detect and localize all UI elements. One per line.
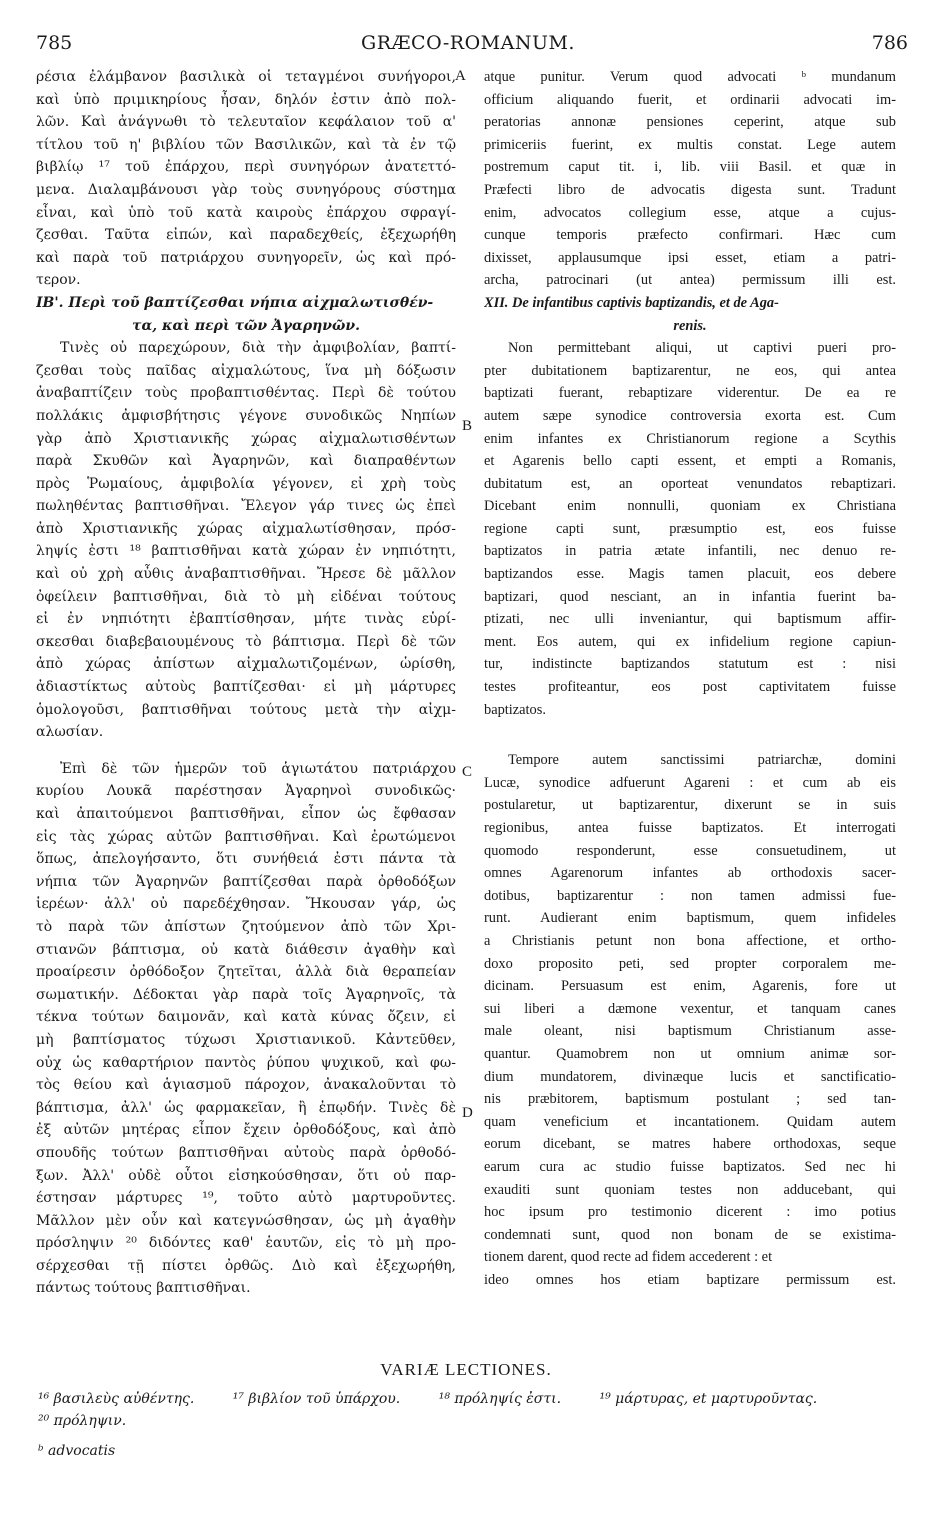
latin-line: male oleant, nisi baptismum Christianum asse- — [484, 1023, 896, 1040]
greek-line: οὐχ ὡς καθαρτήριον παντὸς ῥύπου ψυχικοῦ, καὶ φω- — [36, 1054, 456, 1071]
latin-line: postularetur, ut baptizarentur, dixerunt se in suis — [484, 797, 896, 814]
latin-line: enim, advocatos collegium esse, atque a cujus- — [484, 204, 896, 221]
latin-line: officium aliquando fuerit, et ordinarii advocati im- — [484, 91, 896, 108]
latin-line: ideo omnes hos etiam baptizare permissum est. — [484, 1271, 896, 1288]
latin-line: renis. — [673, 317, 707, 334]
greek-line: ἀδιαστίκτως αὐτοὺς βαπτίζεσθαι· εἰ μὴ μάρτυρες — [36, 679, 456, 696]
latin-line: dubitatum est, an oporteat venundatos rebaptizari. — [484, 475, 896, 492]
latin-line: dium mundatorem, divinæque lucis et sanctificatio- — [484, 1068, 896, 1085]
greek-line: πωληθέντας βαπτισθῆναι. Ἔλεγον γάρ τινες ὡς ἐπεὶ — [36, 498, 456, 515]
greek-line: καὶ ὑπὸ πριμικηρίους ἦσαν, δηλόν ἐστιν ἀπὸ πολ- — [36, 91, 456, 108]
latin-line: baptizatos in patria ætate infantili, nec denuo re- — [484, 543, 896, 560]
greek-column — [36, 66, 456, 1300]
latin-line: primiceriis fuerint, ex multis constat. Lege autem — [484, 136, 896, 153]
variant-notes — [38, 1388, 898, 1462]
latin-line: tionem darent, quod recte ad fidem accederent : et — [484, 1249, 773, 1266]
note-16: ¹⁶ βασιλεὺς αὐθέντης. — [38, 1391, 195, 1407]
note-b: ᵇ advocatis — [38, 1443, 116, 1459]
note-18: ¹⁸ πρόληψίς ἐστι. — [438, 1391, 562, 1407]
latin-line: baptizari, quod nesciant, an in infantia fuerint ba- — [484, 588, 896, 605]
latin-line: baptizandos esse. Magis tamen placuit, eos debere — [484, 566, 896, 583]
latin-line: baptizatos. — [484, 701, 546, 718]
greek-line: καὶ οὐ χρὴ αὖθις ἀναβαπτισθῆναι. Ἤρεσε δὲ μᾶλλον — [36, 566, 456, 583]
latin-line: omnes Agarenorum infantes ab orthodoxis sacer- — [484, 865, 896, 882]
latin-line — [484, 721, 896, 735]
greek-line: πρὸς Ῥωμαίους, ἀμφιβολία γέγονεν, εἰ χρὴ τοὺς — [36, 475, 456, 492]
latin-line: exauditi sunt quoniam testes non adducebant, qui — [484, 1181, 896, 1198]
greek-line: τίτλου τοῦ η' βιβλίου τῶν Βασιλικῶν, καὶ τὰ ἐν τῷ — [36, 136, 456, 153]
note-line-1 — [38, 1388, 898, 1410]
note-19: ¹⁹ μάρτυρας, et μαρτυροῦντας. — [599, 1391, 818, 1407]
greek-line: μενα. Διαλαμβάνουσι γὰρ τοὺς συνηγόρους σύστημα — [36, 181, 456, 198]
page-number-right: 786 — [871, 32, 908, 54]
latin-line: postremum caput tit. i, lib. viii Basil. et quæ in — [484, 159, 896, 176]
greek-line: γὰρ ἀπὸ Χριστιανικῆς χώρας αἰχμαλωτισθέντων — [36, 430, 456, 447]
greek-line: ληψίς ἐστι ¹⁸ βαπτισθῆναι κατὰ χώραν ἐν νηπιότητι, — [36, 543, 456, 560]
margin-marker-b: B — [462, 418, 473, 434]
latin-line: quomodo responderunt, esse consuetudinem, ut — [484, 842, 896, 859]
greek-line: Ἐπὶ δὲ τῶν ἡμερῶν τοῦ ἁγιωτάτου πατριάρχου — [60, 760, 456, 777]
variae-lectiones-title: VARIÆ LECTIONES. — [380, 1360, 552, 1379]
greek-line: Μᾶλλον μὲν οὖν καὶ κατεγνώσθησαν, ὡς μὴ ἀγαθὴν — [36, 1212, 456, 1229]
note-17: ¹⁷ βιβλίον τοῦ ὑπάρχου. — [232, 1391, 401, 1407]
greek-line: ἱερέων· ἀλλ' οὐ παρεδέχθησαν. Ἤκουσαν γάρ, ὡς — [36, 896, 456, 913]
latin-line: baptizati fuerant, rebaptizare viderentur. De ea re — [484, 385, 896, 402]
latin-line: earum cura ac studio fuisse baptizatos. Sed nec hi — [484, 1158, 896, 1175]
latin-line: quam veneficium et incantationem. Quidam autem — [484, 1113, 896, 1130]
greek-line: σκεσθαι διαβεβαιουμένους τὸ βάπτισμα. Περὶ δὲ τῶν — [36, 633, 456, 650]
note-line-2 — [38, 1410, 898, 1432]
latin-line: Præfecti libro de advocatis digesta sunt. Tradunt — [484, 181, 896, 198]
greek-line — [36, 744, 456, 758]
greek-line: εἶναι, καὶ ὑπὸ τοῦ κατὰ καιροὺς ἐπάρχου σφραγί- — [36, 204, 456, 221]
greek-line: εἰ ἐν νηπιότητι ἐβαπτίσθησαν, μήτε τινὰς εὑρί- — [36, 611, 456, 628]
latin-line: autem sæpe synodice controversia exorta est. Cum — [484, 407, 896, 424]
latin-line: eorum dicebant, se matres habere orthodoxas, seque — [484, 1136, 896, 1153]
latin-line: et Agarenis bello capti essent, et empti a Romanis, — [484, 453, 896, 470]
greek-line: πρόσληψιν ²⁰ διδόντες καθ' ἑαυτῶν, εἰς τὸ μὴ προ- — [36, 1235, 456, 1252]
latin-line: ptizati, nec ulli inveniantur, qui baptismum affir- — [484, 611, 896, 628]
running-title: GRÆCO-ROMANUM. — [361, 32, 575, 54]
greek-line: πάντως τούτους βαπτισθῆναι. — [36, 1280, 251, 1297]
greek-line: ζεσθαι τοὺς παῖδας αἰχμαλώτους, ἵνα μὴ δόξωσιν — [36, 362, 456, 379]
latin-line: dixisset, applausumque ipsi esset, etiam a patri- — [484, 249, 896, 266]
latin-line: archa, patrocinari (ut antea) permissum illi est. — [484, 272, 896, 289]
note-20: ²⁰ πρόληψιν. — [38, 1413, 127, 1429]
greek-line: πολλάκις ἀμφισβήτησις γέγονε συνοδικῶς Νηπίων — [36, 407, 456, 424]
running-header — [28, 32, 908, 58]
greek-line: ὁμολογοῦσι, βαπτισθῆναι τούτους μετὰ τὴν αἰχμ- — [36, 701, 456, 718]
greek-line: ξων. Ἀλλ' οὐδὲ οὗτοι εἰσηκούσθησαν, ὅτι οὐ παρ- — [36, 1167, 456, 1184]
greek-line: καὶ παρὰ τοῦ πατριάρχου συνηγορεῖν, ὡς καὶ πρό- — [36, 249, 456, 266]
greek-line: ἀπὸ Χριστιανικῆς χώρας αἰχμαλωτίσθησαν, πρόσ- — [36, 520, 456, 537]
latin-line: cunque temporis præfecto confirmari. Hæc cum — [484, 227, 896, 244]
latin-line: nis præbitorem, baptismum postulant ; sed tan- — [484, 1091, 896, 1108]
greek-line: μὴ βαπτίσματος τύχωσι Χριστιανικοῦ. Κἀντεῦθεν, — [36, 1031, 456, 1048]
greek-line: βιβλίῳ ¹⁷ τοῦ ἐπάρχου, περὶ συνηγόρων ἀνατεττό- — [36, 159, 456, 176]
greek-line: ὅπως, ἀπελογήσαντο, ὅτι συνήθειά ἐστι πάντα τὰ — [36, 851, 456, 868]
latin-line: enim infantes ex Christianorum regione a Scythis — [484, 430, 896, 447]
greek-line: σέρχεσθαι τῇ πίστει ὀρθῶς. Διὸ καὶ ἐξεχωρήθη, — [36, 1257, 456, 1274]
latin-line: Lucæ, synodice adfuerunt Agareni : et cum ab eis — [484, 774, 896, 791]
greek-line: εἰς τὰς χώρας αὐτῶν βαπτισθῆναι. Καὶ ἐρωτώμενοι — [36, 828, 456, 845]
greek-line: νήπια τῶν Ἀγαρηνῶν βαπτίζεσθαι παρὰ ὀρθοδόξων — [36, 873, 456, 890]
margin-marker-c: C — [462, 764, 473, 780]
greek-line: ὀφείλειν βαπτισθῆναι, διὰ τὸ μὴ εἰδέναι τούτους — [36, 588, 456, 605]
greek-line: ρέσια ἐλάμβανον βασιλικὰ οἱ τεταγμένοι συνήγοροι, — [36, 69, 456, 85]
greek-line: σπουδῆς τούτων βαπτισθῆναι αὐτοὺς παρὰ ὀρθοδό- — [36, 1144, 456, 1161]
margin-marker-a: A — [455, 68, 466, 84]
greek-line: αλωσίαν. — [36, 724, 104, 741]
greek-line: τὸς θείου καὶ ἁγιασμοῦ πάροχον, ἀνακαλοῦνται τὸ — [36, 1077, 456, 1094]
latin-line: peratorias annonæ pensiones ceperint, atque sub — [484, 114, 896, 131]
latin-line: atque punitur. Verum quod advocati ᵇ mundanum — [484, 69, 896, 85]
page-number-left: 785 — [36, 32, 73, 54]
latin-line: Tempore autem sanctissimi patriarchæ, domini — [508, 752, 896, 769]
greek-line: ἀπὸ χώρας ἀπίστων αἰχμαλωτιζομένων, ὡρίσθη, — [36, 656, 456, 673]
greek-line: τὸ παρὰ τῶν ἀπίστων ζητούμενον ἀπὸ τῶν Χρι- — [36, 918, 456, 935]
latin-line: hoc ipsum pro testimonio dicerent : imo potius — [484, 1204, 896, 1221]
latin-line: ment. Eos autem, qui ex infidelium regione capiun- — [484, 633, 896, 650]
latin-line — [484, 735, 896, 749]
latin-line: condemnati sunt, quod non bonam de se existima- — [484, 1226, 896, 1243]
latin-line: XII. De infantibus captivis baptizandis, et de Aga- — [484, 294, 779, 311]
latin-line: quantur. Quamobrem non ut omnium animæ sor- — [484, 1045, 896, 1062]
latin-line: regione capti sunt, præsumptio est, eos fuisse — [484, 520, 896, 537]
latin-line: runt. Audierant enim baptismum, quem infideles — [484, 910, 896, 927]
greek-line: τερον. — [36, 272, 81, 289]
latin-line: regionibus, antea fuisse baptizatos. Et interrogati — [484, 820, 896, 836]
greek-line: ἀναβαπτίζειν τοὺς προβαπτισθέντας. Περὶ δὲ τούτου — [36, 385, 456, 402]
latin-line: Dicebant enim nonnulli, quoniam ex Christiana — [484, 498, 896, 515]
greek-line: Τινὲς οὐ παρεχώρουν, διὰ τὴν ἀμφιβολίαν, βαπτί- — [60, 340, 456, 357]
greek-line: καὶ ἀπαιτούμενοι βαπτισθῆναι, εἶπον ὡς ἔφθασαν — [36, 806, 456, 822]
greek-line: σωματικήν. Δέδοκται γὰρ παρὰ τοῖς Ἀγαρηνοῖς, τὰ — [36, 986, 456, 1003]
greek-line: έστησαν μάρτυρες ¹⁹, τοῦτο αὐτὸ μαρτυροῦντες. — [36, 1190, 456, 1207]
latin-column — [484, 66, 896, 1291]
greek-line: ΙΒ'. Περὶ τοῦ βαπτίζεσθαι νήπια αἰχμαλωτισθέν- — [36, 294, 434, 311]
latin-line: testes profiteantur, eos post captivitatem fuisse — [484, 679, 896, 696]
greek-line: παρὰ Σκυθῶν καὶ Ἀγαρηνῶν, καὶ διαπραθέντων — [36, 453, 456, 470]
latin-line: dicinam. Persuasum est enim, Agarenis, fore ut — [484, 978, 896, 995]
greek-line: βάπτισμα, ἀλλ' ὡς φαρμακεῖαν, ἢ ἐπῳδήν. Τινὲς δὲ — [36, 1099, 456, 1116]
greek-line: στιανῶν βάπτισμα, οὐ κατὰ διάθεσιν ἀγαθὴν καὶ — [36, 941, 456, 958]
greek-line: λῶν. Καὶ ἀνάγνωθι τὸ τελευταῖον κεφάλαιον τοῦ α' — [36, 114, 456, 131]
latin-line: doxo proposito peti, sed propter corporalem me- — [484, 955, 896, 972]
greek-line: κυρίου Λουκᾶ παρέστησαν Ἀγαρηνοὶ συνοδικῶς· — [36, 783, 456, 800]
margin-marker-d: D — [462, 1105, 473, 1121]
greek-line: προαίρεσιν ὀρθόδοξον ζητεῖται, ἀλλὰ διὰ θεραπείαν — [36, 964, 456, 981]
latin-line: sui liberi a dæmone vexentur, et tanquam canes — [484, 1000, 896, 1017]
greek-line: ζεσθαι. Ταῦτα εἰπών, καὶ παραδεχθείς, ἐξεχωρήθη — [36, 227, 456, 244]
latin-line: pter dubitationem baptizarentur, ne eos, qui antea — [484, 362, 896, 379]
latin-line: dotibus, baptizarentur : non tamen admissi fue- — [484, 887, 896, 904]
latin-line: a Christianis petunt non bona affectione, et ortho- — [484, 932, 896, 949]
greek-line: ἐξ αὐτῶν μητέρας εἶπον ἔχειν ὀρθοδόξους, καὶ ἀπὸ — [36, 1122, 456, 1139]
note-line-3 — [38, 1440, 898, 1462]
greek-line: τα, καὶ περὶ τῶν Ἀγαρηνῶν. — [132, 317, 360, 334]
greek-line: τέκνα τούτων δαιμονᾶν, καὶ κατὰ κύνας ὄζειν, εἰ — [36, 1009, 456, 1026]
latin-line: Non permittebant aliqui, ut captivi pueri pro- — [508, 340, 896, 357]
latin-line: tur, indistincte baptizandos statutum est : nisi — [484, 656, 896, 673]
